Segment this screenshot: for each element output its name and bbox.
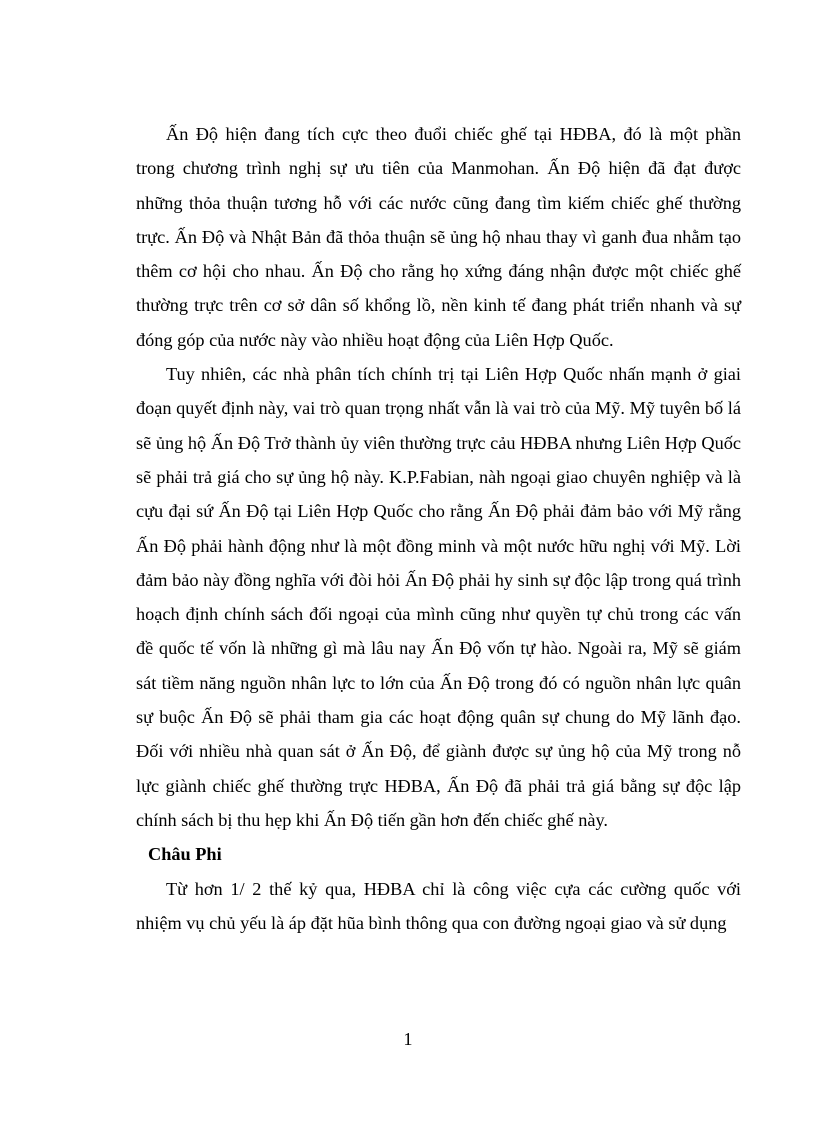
paragraph-us-role: Tuy nhiên, các nhà phân tích chính trị tại Liên Hợp Quốc nhấn mạnh ở giai đoạn quyết định này, vai trò quan trọng nhất vẫn là vai trò của Mỹ. Mỹ tuyên bố lá sẽ ủng hộ Ấn Độ Trở thành ủy viên thường trực cảu HĐBA nhưng Liên Hợp Quốc sẽ phải trả giá cho sự ủng hộ này. K.P.Fabian, nàh ngoại giao chuyên nghiệp và là cựu đại sứ Ấn Độ tại Liên Hợp Quốc cho rằng Ấn Độ phải đảm bảo với Mỹ rằng Ấn Độ phải hành động như là một đồng minh và một nước hữu nghị với Mỹ. Lời đảm bảo này đồng nghĩa với đòi hỏi Ấn Độ phải hy sinh sự độc lập trong quá trình hoạch định chính sách đối ngoại của mình cũng như quyền tự chủ trong các vấn đề quốc tế vốn là những gì mà lâu nay Ấn Độ vốn tự hào. Ngoài ra, Mỹ sẽ giám sát tiềm năng nguồn nhân lực to lớn của Ấn Độ trong đó có nguồn nhân lực quân sự buộc Ấn Độ sẽ phải tham gia các hoạt động quân sự chung do Mỹ lãnh đạo. Đối với nhiều nhà quan sát ở Ấn Độ, để giành được sự ủng hộ của Mỹ trong nỗ lực giành chiếc ghế thường trực HĐBA, Ấn Độ đã phải trả giá bằng sự độc lập chính sách bị thu hẹp khi Ấn Độ tiến gần hơn đến chiếc ghế này.: [136, 364, 741, 830]
document-page: [136, 117, 741, 940]
page-number: 1: [403, 1029, 413, 1049]
section-heading-africa: Châu Phi: [148, 844, 222, 865]
paragraph-africa-intro: Từ hơn 1/ 2 thế kỷ qua, HĐBA chỉ là công việc cựa các cường quốc với nhiệm vụ chủ yếu là áp đặt hũa bình thông qua con đường ngoại giao và sử dụng: [136, 878, 741, 933]
paragraph-india-pursuit: Ấn Độ hiện đang tích cực theo đuổi chiếc ghế tại HĐBA, đó là một phần trong chương trình nghị sự ưu tiên của Manmohan. Ấn Độ hiện đã đạt được những thỏa thuận tương hỗ với các nước cũng đang tìm kiếm chiếc ghế thường trực. Ấn Độ và Nhật Bản đã thỏa thuận sẽ ủng hộ nhau thay vì ganh đua nhằm tạo thêm cơ hội cho nhau. Ấn Độ cho rằng họ xứng đáng nhận được một chiếc ghế thường trực trên cơ sở dân số khổng lồ, nền kinh tế đang phát triển nhanh và sự đóng góp của nước này vào nhiều hoạt động của Liên Hợp Quốc.: [136, 124, 741, 350]
